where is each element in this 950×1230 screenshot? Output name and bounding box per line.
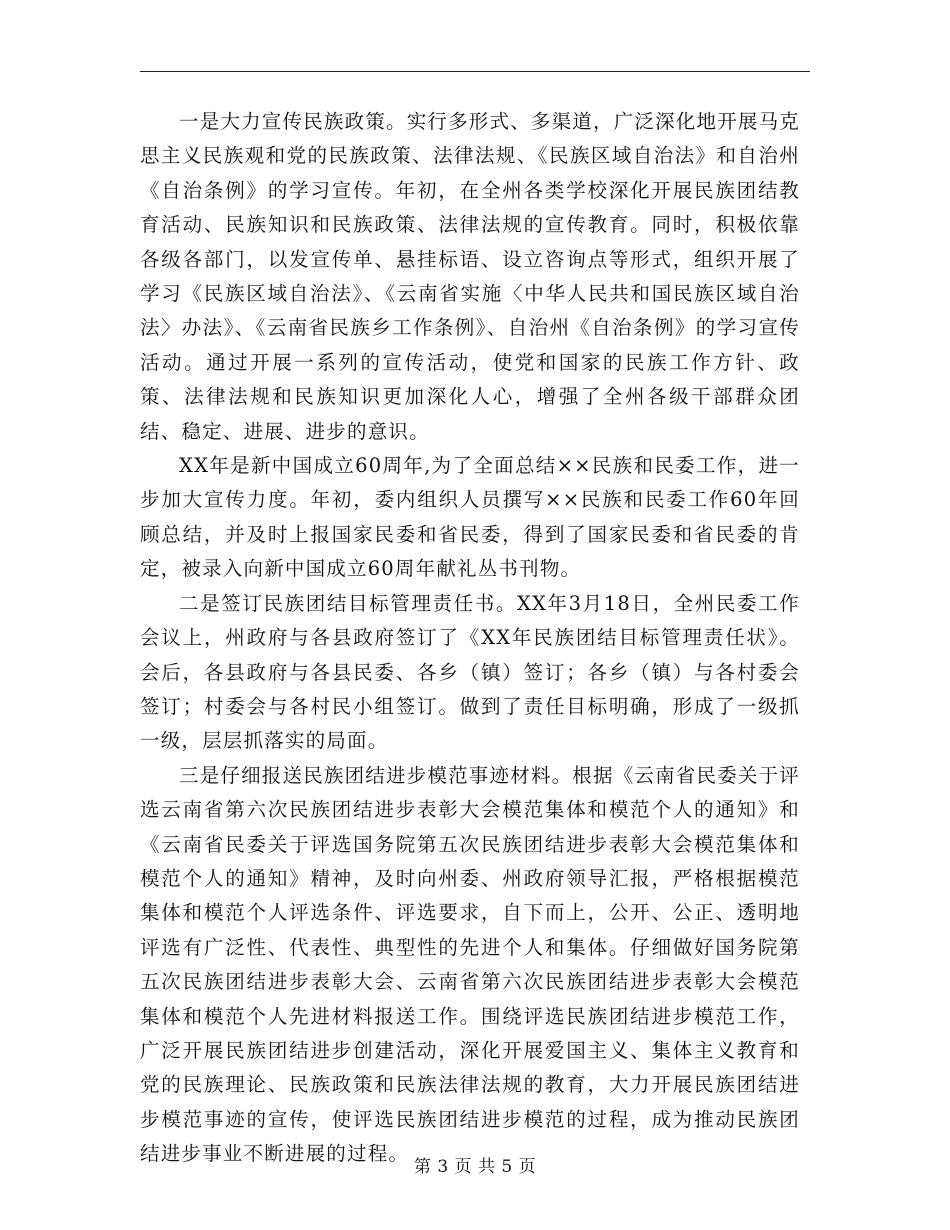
header-rule bbox=[140, 71, 810, 72]
paragraph-3: 二是签订民族团结目标管理责任书。XX年3月18日，全州民委工作会议上，州政府与各县政府签订了《XX年民族团结目标管理责任状》。会后，各县政府与各县民委、各乡（镇）签订；各乡（镇）与各村委会签订；村委会与各村民小组签订。做到了责任目标明确，形成了一级抓一级，层层抓落实的局面。 bbox=[140, 591, 800, 753]
paragraph-4: 三是仔细报送民族团结进步模范事迹材料。根据《云南省民委关于评选云南省第六次民族团结进步表彰大会模范集体和模范个人的通知》和《云南省民委关于评选国务院第五次民族团结进步表彰大会模范集体和模范个人的通知》精神，及时向州委、州政府领导汇报，严格根据模范集体和模范个人评选条件、评选要求，自下而上，公开、公正、透明地评选有广泛性、代表性、典型性的先进个人和集体。仔细做好国务院第五次民族团结进步表彰大会、云南省第六次民族团结进步表彰大会模范集体和模范个人先进材料报送工作。围绕评选民族团结进步模范工作，广泛开展民族团结进步创建活动，深化开展爱国主义、集体主义教育和党的民族理论、民族政策和民族法律法规的教育，大力开展民族团结进步模范事迹的宣传，使评选民族团结进步模范的过程，成为推动民族团结进步事业不断进展的过程。 bbox=[140, 763, 801, 1166]
page-number: 第 3 页 共 5 页 bbox=[413, 1157, 537, 1177]
page-footer bbox=[0, 1152, 950, 1177]
paragraph-2: XX年是新中国成立60周年,为了全面总结××民族和民委工作，进一步加大宣传力度。年初，委内组织人员撰写××民族和民委工作60年回顾总结，并及时上报国家民委和省民委，得到了国家民委和省民委的肯定，被录入向新中国成立60周年献礼丛书刊物。 bbox=[140, 454, 800, 581]
paragraph-1: 一是大力宣传民族政策。实行多形式、多渠道，广泛深化地开展马克思主义民族观和党的民族政策、法律法规、《民族区域自治法》和自治州《自治条例》的学习宣传。年初，在全州各类学校深化开展民族团结教育活动、民族知识和民族政策、法律法规的宣传教育。同时，积极依靠各级各部门，以发宣传单、悬挂标语、设立咨询点等形式，组织开展了学习《民族区域自治法》、《云南省实施〈中华人民共和国民族区域自治法〉办法》、《云南省民族乡工作条例》、自治州《自治条例》的学习宣传活动。通过开展一系列的宣传活动，使党和国家的民族工作方针、政策、法律法规和民族知识更加深化人心，增强了全州各级干部群众团结、稳定、进展、进步的意识。 bbox=[140, 110, 801, 443]
document-body bbox=[140, 105, 800, 1172]
